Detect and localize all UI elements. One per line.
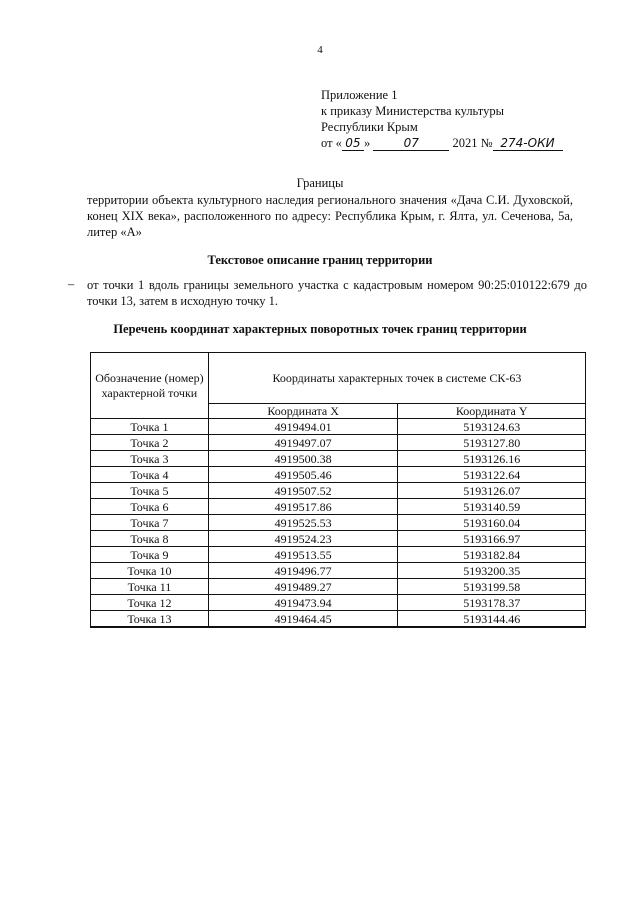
table-row: [91, 515, 586, 531]
order-number: 274-ОКИ: [500, 136, 555, 150]
table-heading: Перечень координат характерных поворотных точек границ территории: [113, 322, 527, 336]
point-cell: Точка 5: [91, 483, 209, 499]
section-heading: Текстовое описание границ территории: [207, 253, 433, 267]
table-row: [91, 547, 586, 563]
table-row: [91, 499, 586, 515]
x-cell: 4919496.77: [208, 563, 398, 579]
y-cell: 5193160.04: [398, 515, 586, 531]
point-cell: Точка 10: [91, 563, 209, 579]
table-row: [91, 419, 586, 435]
table-row: [91, 435, 586, 451]
appendix-line-2: к приказу Министерства культуры: [321, 104, 504, 118]
order-date-line: [321, 135, 563, 151]
appendix-block: [321, 87, 563, 151]
point-cell: Точка 9: [91, 547, 209, 563]
point-cell: Точка 12: [91, 595, 209, 611]
y-cell: 5193122.64: [398, 467, 586, 483]
point-cell: Точка 7: [91, 515, 209, 531]
x-cell: 4919489.27: [208, 579, 398, 595]
year-number-label: 2021 №: [452, 136, 493, 150]
order-number-field: [493, 137, 563, 151]
date-day-field: [342, 137, 364, 151]
boundary-description: от точки 1 вдоль границы земельного участка с кадастровым номером 90:25:010122:679 до точки 13, затем в исходную точку 1.: [87, 278, 587, 308]
table-row: [91, 579, 586, 595]
header-x: Координата X: [208, 404, 398, 419]
date-day-close: »: [363, 136, 371, 150]
point-cell: Точка 3: [91, 451, 209, 467]
y-cell: 5193144.46: [398, 611, 586, 628]
x-cell: 4919464.45: [208, 611, 398, 628]
header-coordinates: Координаты характерных точек в системе СК-63: [208, 353, 585, 404]
date-month: 07: [403, 136, 419, 150]
table-row: [91, 595, 586, 611]
point-cell: Точка 8: [91, 531, 209, 547]
point-cell: Точка 1: [91, 419, 209, 435]
page-number: 4: [317, 44, 323, 56]
date-prefix: от «: [321, 136, 342, 150]
y-cell: 5193127.80: [398, 435, 586, 451]
point-cell: Точка 6: [91, 499, 209, 515]
appendix-line-1: Приложение 1: [321, 88, 398, 102]
x-cell: 4919494.01: [208, 419, 398, 435]
y-cell: 5193140.59: [398, 499, 586, 515]
x-cell: 4919497.07: [208, 435, 398, 451]
y-cell: 5193182.84: [398, 547, 586, 563]
point-cell: Точка 11: [91, 579, 209, 595]
y-cell: 5193199.58: [398, 579, 586, 595]
x-cell: 4919500.38: [208, 451, 398, 467]
x-cell: 4919505.46: [208, 467, 398, 483]
date-month-field: [373, 137, 449, 151]
x-cell: 4919525.53: [208, 515, 398, 531]
table-row: [91, 467, 586, 483]
x-cell: 4919473.94: [208, 595, 398, 611]
table-row: [91, 531, 586, 547]
appendix-line-3: Республики Крым: [321, 120, 418, 134]
x-cell: 4919513.55: [208, 547, 398, 563]
x-cell: 4919524.23: [208, 531, 398, 547]
x-cell: 4919517.86: [208, 499, 398, 515]
table-row: [91, 451, 586, 467]
document-subtitle: территории объекта культурного наследия регионального значения «Дача С.И. Духовской, конец XIX века», расположенного по адресу: Республика Крым, г. Ялта, ул. Сеченова, 5а, литер «А»: [87, 193, 573, 239]
point-cell: Точка 4: [91, 467, 209, 483]
point-cell: Точка 2: [91, 435, 209, 451]
y-cell: 5193166.97: [398, 531, 586, 547]
table-row: [91, 611, 586, 628]
bullet-dash: –: [68, 277, 75, 291]
document-title: Границы: [296, 176, 344, 190]
point-cell: Точка 13: [91, 611, 209, 628]
date-day: 05: [345, 136, 361, 150]
header-y: Координата Y: [398, 404, 586, 419]
table-row: [91, 483, 586, 499]
x-cell: 4919507.52: [208, 483, 398, 499]
y-cell: 5193178.37: [398, 595, 586, 611]
y-cell: 5193124.63: [398, 419, 586, 435]
y-cell: 5193200.35: [398, 563, 586, 579]
y-cell: 5193126.07: [398, 483, 586, 499]
coordinates-table: [90, 352, 586, 628]
header-point: Обозначение (номер) характерной точки: [91, 353, 209, 419]
y-cell: 5193126.16: [398, 451, 586, 467]
table-row: [91, 563, 586, 579]
